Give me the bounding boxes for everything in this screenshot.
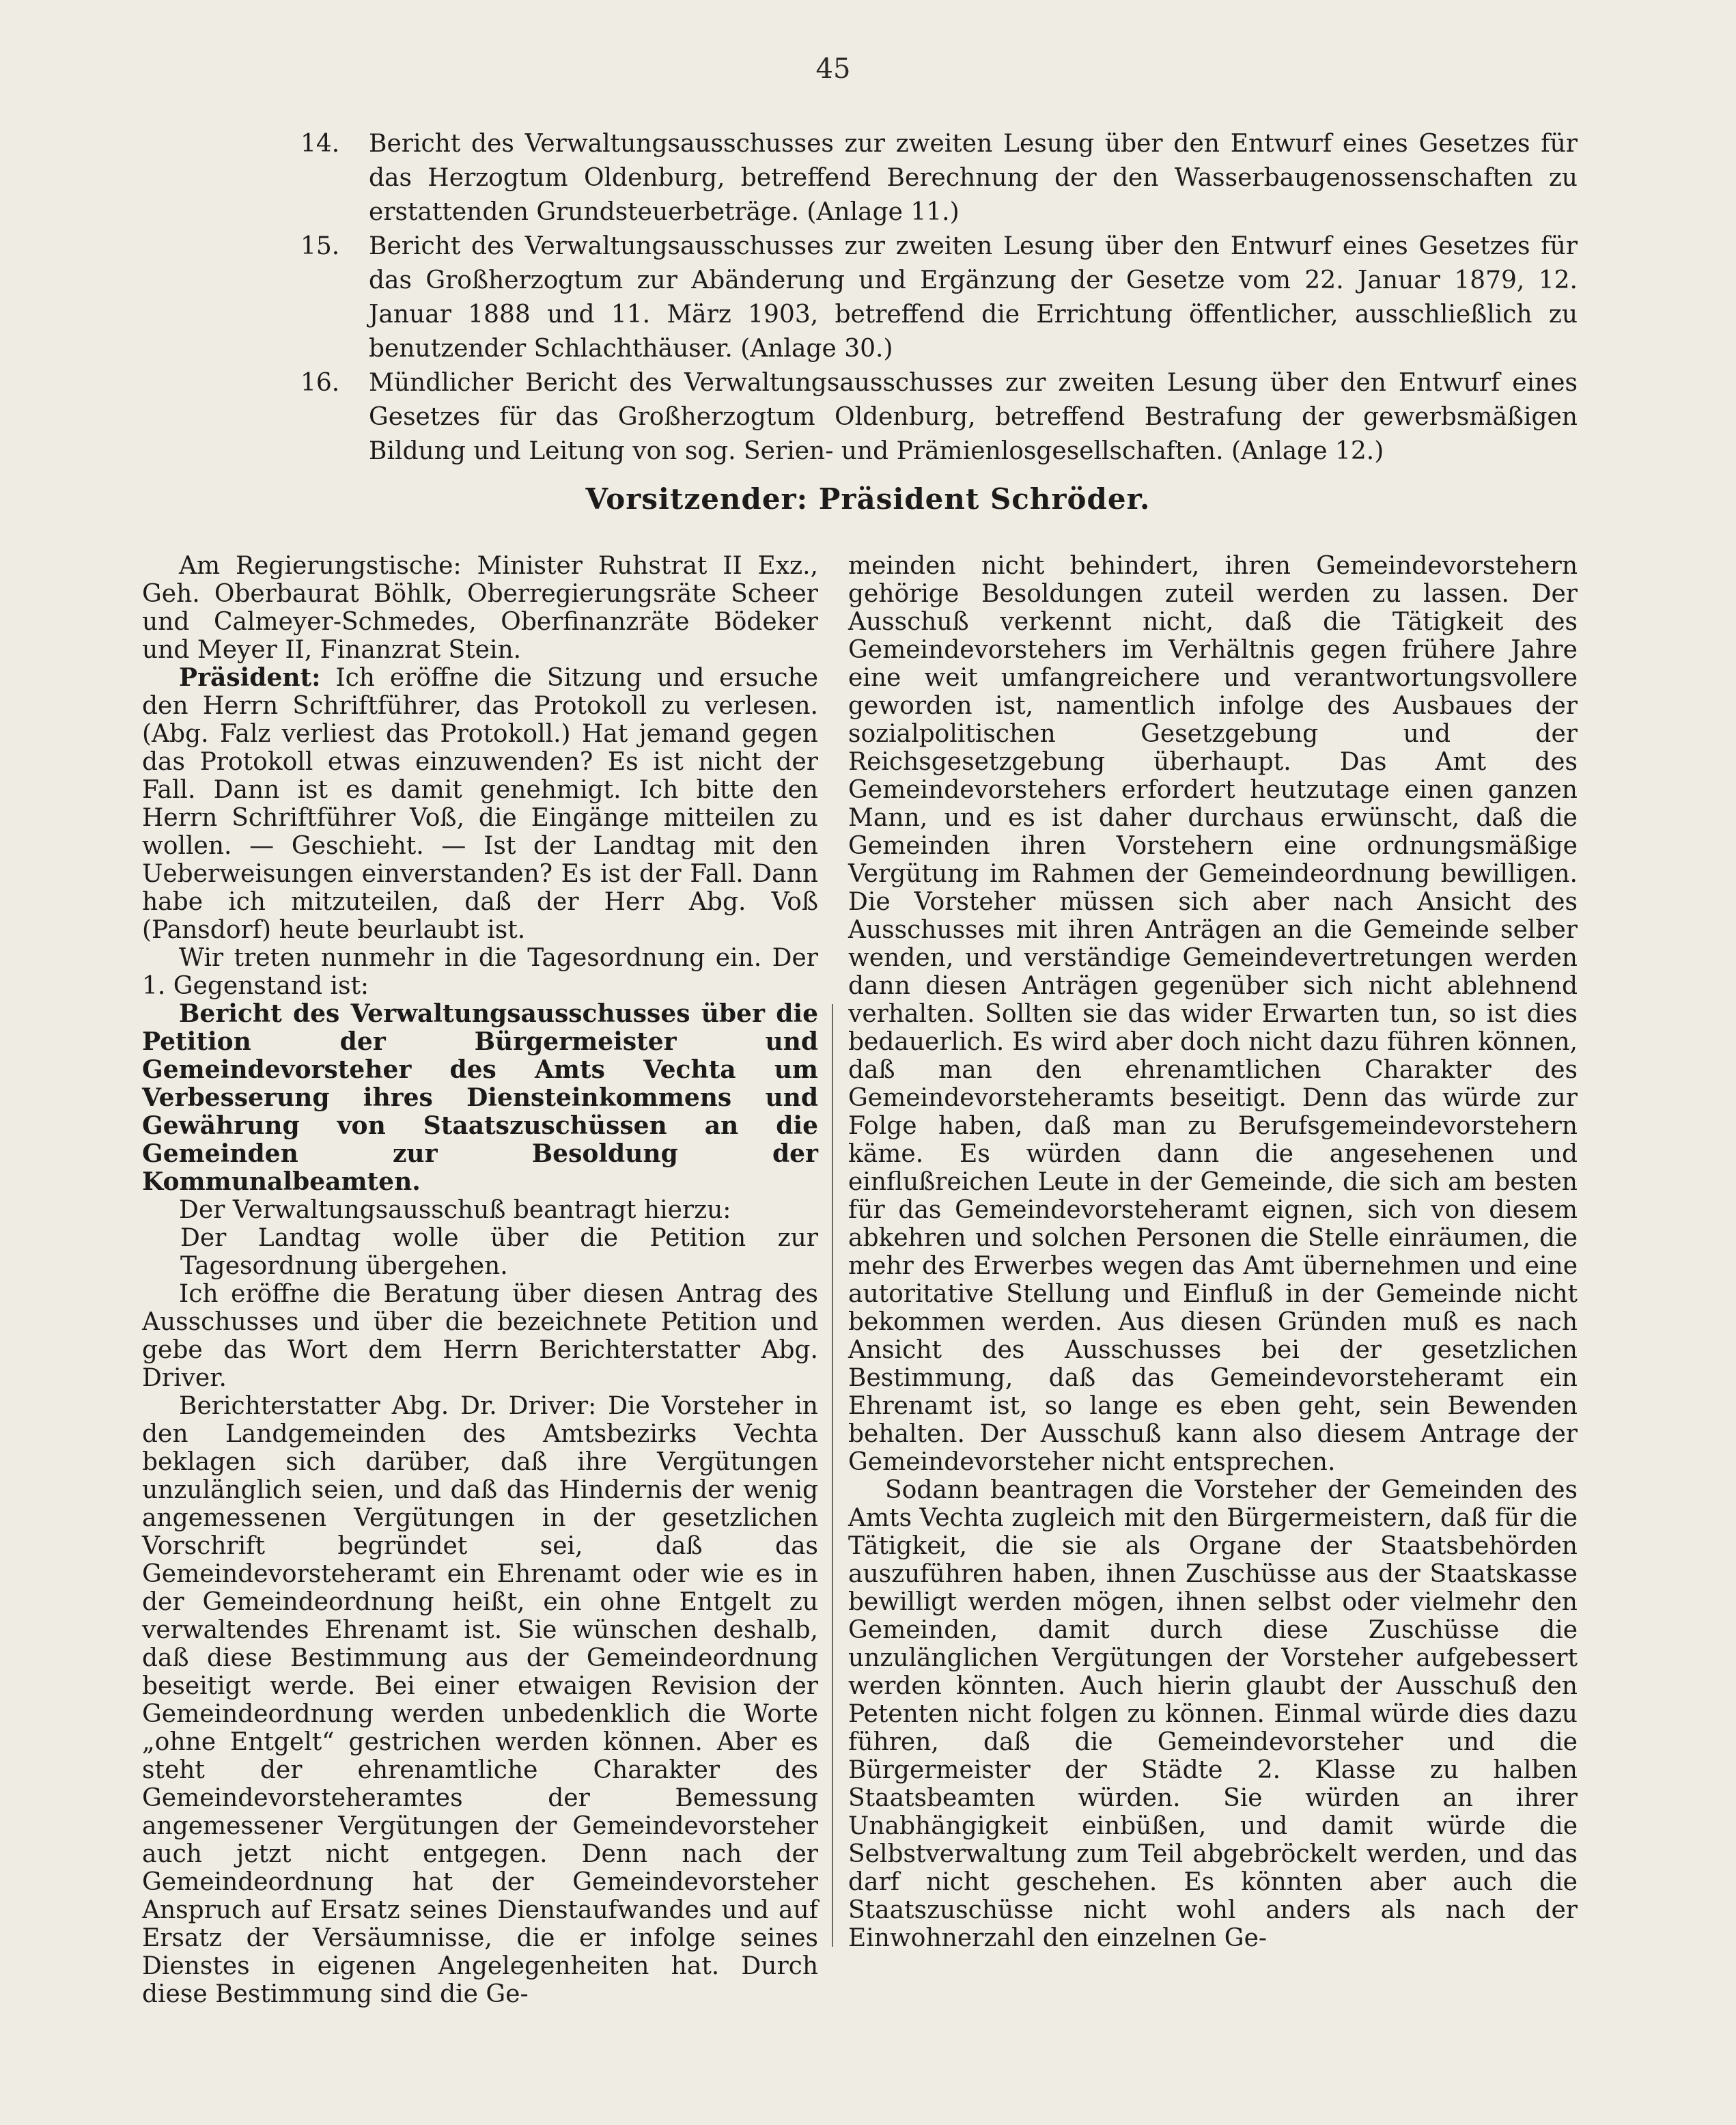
page-number: 45 <box>815 53 851 85</box>
government-table-paragraph: Am Regierungstische: Minister Ruhstrat II Exz., Geh. Oberbaurat Böhlk, Oberregierungsräte Scheer und Calmeyer-Schmedes, Oberfinanzräte Bödeker und Meyer II, Finanzrat Stein. <box>142 552 818 664</box>
agenda-item <box>300 127 1578 230</box>
right-column <box>848 552 1578 1952</box>
agenda-list <box>300 127 1578 469</box>
agenda-item-text: Bericht des Verwaltungsausschusses zur zweiten Lesung über den Entwurf eines Gesetzes für das Herzogtum Oldenburg, betreffend Berechnung der den Wasserbaugenossenschaften zu erstattenden Grundsteuerbeträge. (Anlage 11.) <box>369 130 1578 226</box>
president-paragraph <box>142 664 818 944</box>
rapporteur-paragraph <box>142 1392 818 2008</box>
committee-proposal-paragraph: Der Verwaltungsausschuß beantragt hierzu: <box>179 1196 731 1224</box>
agenda-item-number: 15. <box>300 232 340 260</box>
petition-title: Bericht des Verwaltungsausschusses über die Petition der Bürgermeister und Gemeindevorsteher des Amts Vechta um Verbesserung ihres Diensteinkommens und Gewährung von Staatszuschüssen an die Gemeinden zur Besoldung der Kommunalbeamten. <box>142 999 818 1196</box>
speaker-label: Präsident: <box>179 663 321 692</box>
agenda-item-number: 14. <box>300 130 340 158</box>
agenda-item-text: Bericht des Verwaltungsausschusses zur zweiten Lesung über den Entwurf eines Gesetzes für das Großherzogtum zur Abänderung und Ergänzung der Gesetze vom 22. Januar 1879, 12. Januar 1888 und 11. März 1903, betreffend die Errichtung öffentlicher, ausschließlich zu benutzender Schlachthäuser. (Anlage 30.) <box>369 232 1578 363</box>
speech-text: Ich eröffne die Sitzung und ersuche den Herrn Schriftführer, das Protokoll zu verlesen. (Abg. Falz verliest das Protokoll.) Hat jemand gegen das Protokoll etwas einzuwenden? Es ist nicht der Fall. Dann ist es damit genehmigt. Ich bitte den Herrn Schriftführer Voß, die Eingänge mitteilen zu wollen. — Geschieht. — Ist der Landtag mit den Ueberweisungen einverstanden? Es ist der Fall. Dann habe ich mitzuteilen, daß der Herr Abg. Voß (Pansdorf) heute beurlaubt ist. <box>142 664 819 944</box>
motion-text: Der Landtag wolle über die Petition zur Tagesordnung übergehen. <box>180 1224 818 1280</box>
agenda-item <box>300 366 1578 469</box>
continuation-paragraph: meinden nicht behindert, ihren Gemeindevorstehern gehörige Besoldungen zuteil werden zu lassen. Der Ausschuß verkennt nicht, daß die Tätigkeit des Gemeindevorstehers im Verhältnis gegen frühere Jahre eine weit umfangreichere und verantwortungsvollere geworden ist, namentlich infolge des Ausbaues der sozialpolitischen Gesetzgebung und der Reichsgesetzgebung überhaupt. Das Amt des Gemeindevorstehers erfordert heutzutage einen ganzen Mann, und es ist daher durchaus erwünscht, daß die Gemeinden ihren Vorstehern eine ordnungsmäßige Vergütung im Rahmen der Gemeindeordnung bewilligen. Die Vorsteher müssen sich aber nach Ansicht des Ausschusses mit ihren Anträgen an die Gemeinde selber wenden, und verständige Gemeindevertretungen werden dann diesen Anträgen gegenüber sich nicht ablehnend verhalten. Sollten sie das wider Erwarten tun, so ist dies bedauerlich. Es wird aber doch nicht dazu führen können, daß man den ehrenamtlichen Charakter des Gemeindevorsteheramts beseitigt. Denn das würde zur Folge haben, daß man zu Berufsgemeindevorstehern käme. Es würden dann die angesehenen und einflußreichen Leute in der Gemeinde, die sich am besten für das Gemeindevorsteheramt eignen, sich von diesem abkehren und solchen Personen die Stelle einräumen, die mehr des Erwerbes wegen das Amt übernehmen und eine autoritative Stellung und Einfluß in der Gemeinde nicht bekommen werden. Aus diesen Gründen muß es nach Ansicht des Ausschusses bei der gesetzlichen Bestimmung, daß das Gemeindevorsteheramt ein Ehrenamt ist, so lange es eben geht, sein Bewenden behalten. Der Ausschuß kann also diesem Antrage der Gemeindevorsteher nicht entsprechen. <box>848 552 1578 1476</box>
chair-heading: Vorsitzender: Präsident Schröder. <box>585 482 1151 516</box>
agenda-item <box>300 230 1578 366</box>
opening-debate-paragraph: Ich eröffne die Beratung über diesen Antrag des Ausschusses und über die bezeichnete Petition und gebe das Wort dem Herrn Berichterstatter Abg. Driver. <box>142 1280 818 1392</box>
speech-text: Die Vorsteher in den Landgemeinden des Amtsbezirks Vechta beklagen sich darüber, daß ihre Vergütungen unzulänglich seien, und daß das Hindernis der wenig angemessenen Vergütungen in der gesetzlichen Vorschrift begründet sei, daß das Gemeindevorsteheramt ein Ehrenamt oder wie es in der Gemeindeordnung heißt, ein ohne Entgelt zu verwaltendes Ehrenamt ist. Sie wünschen deshalb, daß diese Bestimmung aus der Gemeindeordnung beseitigt werde. Bei einer etwaigen Revision der Gemeindeordnung werden unbedenklich die Worte „ohne Entgelt“ gestrichen werden können. Aber es steht der ehrenamtliche Charakter des Gemeindevorsteheramtes der Bemessung angemessener Vergütungen der Gemeindevorsteher auch jetzt nicht entgegen. Denn nach der Gemeindeordnung hat der Gemeindevorsteher Anspruch auf Ersatz seines Dienstaufwandes und auf Ersatz der Versäumnisse, die er infolge seines Dienstes in eigenen Angelegenheiten hat. Durch diese Bestimmung sind die Ge- <box>142 1392 818 2008</box>
column-divider <box>832 1004 833 1947</box>
left-column <box>142 552 818 2008</box>
agenda-item-text: Mündlicher Bericht des Verwaltungsausschusses zur zweiten Lesung über den Entwurf eines Gesetzes für das Großherzogtum Oldenburg, betreffend Bestrafung der gewerbsmäßigen Bildung und Leitung von sog. Serien- und Prämienlosgesellschaften. (Anlage 12.) <box>369 369 1578 465</box>
body-paragraph: Sodann beantragen die Vorsteher der Gemeinden des Amts Vechta zugleich mit den Bürgermeistern, daß für die Tätigkeit, die sie als Organe der Staatsbehörden auszuführen haben, ihnen Zuschüsse aus der Staatskasse bewilligt werden mögen, ihnen selbst oder vielmehr den Gemeinden, damit durch diese Zuschüsse die unzulänglichen Vergütungen der Vorsteher aufgebessert werden könnten. Auch hierin glaubt der Ausschuß den Petenten nicht folgen zu können. Einmal würde dies dazu führen, daß die Gemeindevorsteher und die Bürgermeister der Städte 2. Klasse zu halben Staatsbeamten würden. Sie würden an ihrer Unabhängigkeit einbüßen, und damit würde die Selbstverwaltung zum Teil abgebröckelt werden, und das darf nicht geschehen. Es könnten aber auch die Staatszuschüsse nicht wohl anders als nach der Einwohnerzahl den einzelnen Ge- <box>848 1476 1578 1952</box>
speaker-label: Berichterstatter Abg. Dr. Driver: <box>179 1392 597 1420</box>
agenda-item-number: 16. <box>300 369 340 397</box>
agenda-intro-paragraph: Wir treten nunmehr in die Tagesordnung ein. Der 1. Gegenstand ist: <box>142 944 818 1000</box>
